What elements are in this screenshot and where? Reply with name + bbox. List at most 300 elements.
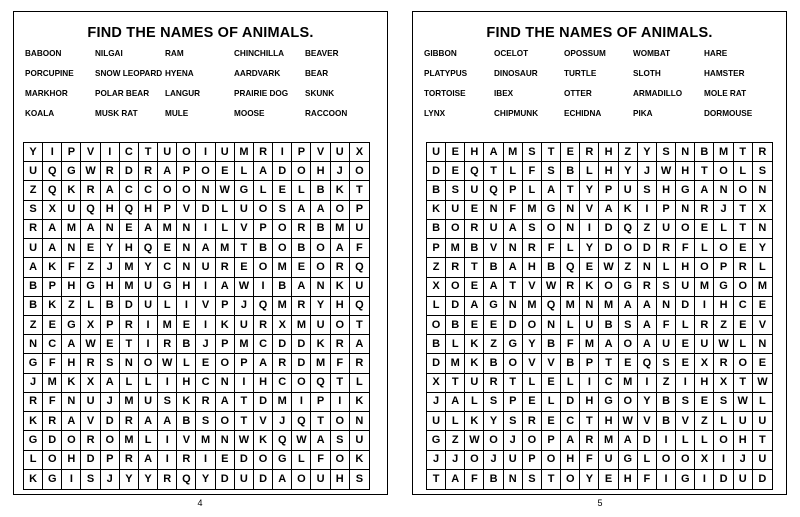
grid-cell: T (350, 316, 369, 335)
grid-cell: G (599, 393, 618, 412)
grid-cell: A (216, 393, 235, 412)
grid-cell: E (599, 470, 618, 489)
grid-cell: X (43, 201, 62, 220)
grid-cell: U (504, 451, 523, 470)
grid-cell: V (235, 220, 254, 239)
grid-cell: P (43, 278, 62, 297)
grid-cell: O (619, 239, 638, 258)
grid-cell: E (695, 220, 714, 239)
grid-cell: U (465, 374, 484, 393)
grid-cell: U (427, 412, 446, 431)
grid-cell: G (714, 278, 733, 297)
grid-cell: B (177, 412, 196, 431)
grid-cell: O (657, 451, 676, 470)
grid-cell: O (101, 431, 120, 450)
grid-cell: Q (542, 297, 561, 316)
grid-cell: R (120, 316, 139, 335)
grid-cell: M (561, 297, 580, 316)
grid-cell: B (177, 335, 196, 354)
grid-cell: O (311, 239, 330, 258)
grid-cell: H (120, 239, 139, 258)
grid-cell: V (580, 201, 599, 220)
grid-cell: R (465, 220, 484, 239)
grid-cell: P (714, 258, 733, 277)
grid-cell: B (695, 143, 714, 162)
grid-cell: D (638, 431, 657, 450)
word-list-item: AARDVARK (234, 69, 281, 78)
grid-cell: T (542, 470, 561, 489)
grid-cell: N (561, 220, 580, 239)
grid-cell: S (523, 470, 542, 489)
grid-cell: M (446, 354, 465, 373)
grid-cell: K (619, 201, 638, 220)
grid-cell: O (676, 220, 695, 239)
grid-cell: F (676, 239, 695, 258)
grid-cell: D (120, 162, 139, 181)
grid-cell: N (676, 143, 695, 162)
grid-cell: T (139, 143, 158, 162)
grid-cell: I (196, 143, 215, 162)
word-list-item: PIKA (633, 109, 653, 118)
grid-cell: O (561, 470, 580, 489)
grid-cell: R (81, 431, 100, 450)
grid-cell: I (638, 201, 657, 220)
grid-cell: T (734, 374, 753, 393)
grid-cell: J (734, 451, 753, 470)
grid-cell: Y (638, 143, 657, 162)
grid-cell: J (427, 451, 446, 470)
grid-cell: K (580, 278, 599, 297)
word-list-item: TURTLE (564, 69, 597, 78)
word-list-item: PORCUPINE (25, 69, 74, 78)
grid-cell: U (350, 220, 369, 239)
grid-cell: N (714, 181, 733, 200)
grid-cell: F (638, 470, 657, 489)
grid-cell: R (331, 335, 350, 354)
grid-cell: V (81, 143, 100, 162)
grid-cell: J (24, 374, 43, 393)
grid-cell: A (446, 470, 465, 489)
grid-cell: N (101, 220, 120, 239)
grid-cell: J (196, 335, 215, 354)
grid-cell: E (734, 239, 753, 258)
grid-cell: W (542, 278, 561, 297)
grid-cell: R (292, 220, 311, 239)
page-number: 5 (597, 498, 603, 508)
grid-cell: U (235, 201, 254, 220)
grid-cell: G (542, 201, 561, 220)
grid-cell: C (273, 374, 292, 393)
grid-cell: P (62, 143, 81, 162)
grid-cell: A (311, 201, 330, 220)
grid-cell: T (484, 162, 503, 181)
grid-cell: E (81, 239, 100, 258)
grid-cell: G (619, 451, 638, 470)
grid-cell: F (580, 451, 599, 470)
grid-cell: O (254, 201, 273, 220)
grid-cell: H (580, 393, 599, 412)
grid-cell: R (216, 258, 235, 277)
grid-cell: R (350, 354, 369, 373)
grid-cell: B (427, 220, 446, 239)
grid-cell: F (523, 162, 542, 181)
word-search-grid (23, 142, 370, 490)
grid-cell: U (235, 470, 254, 489)
grid-cell: T (599, 354, 618, 373)
grid-cell: D (676, 297, 695, 316)
grid-cell: H (561, 451, 580, 470)
grid-cell: P (580, 354, 599, 373)
grid-cell: L (561, 239, 580, 258)
grid-cell: G (81, 278, 100, 297)
grid-cell: K (62, 181, 81, 200)
grid-cell: X (81, 316, 100, 335)
grid-cell: O (484, 431, 503, 450)
grid-cell: H (62, 278, 81, 297)
grid-cell: R (101, 162, 120, 181)
grid-cell: E (273, 181, 292, 200)
grid-cell: O (139, 354, 158, 373)
grid-cell: G (619, 278, 638, 297)
grid-cell: E (542, 374, 561, 393)
grid-cell: Y (101, 239, 120, 258)
grid-cell: L (504, 162, 523, 181)
grid-cell: J (101, 470, 120, 489)
grid-cell: N (177, 220, 196, 239)
grid-cell: U (695, 335, 714, 354)
grid-cell: R (254, 143, 273, 162)
grid-cell: H (714, 297, 733, 316)
grid-cell: L (139, 374, 158, 393)
grid-cell: F (561, 335, 580, 354)
grid-cell: E (542, 412, 561, 431)
grid-cell: Z (695, 412, 714, 431)
page-number: 4 (197, 498, 203, 508)
grid-cell: S (638, 181, 657, 200)
grid-cell: I (695, 470, 714, 489)
grid-cell: S (196, 412, 215, 431)
grid-cell: H (254, 374, 273, 393)
grid-cell: O (158, 181, 177, 200)
grid-cell: H (695, 374, 714, 393)
grid-cell: A (695, 181, 714, 200)
word-list-item: SKUNK (305, 89, 335, 98)
word-list-item: DORMOUSE (704, 109, 753, 118)
grid-cell: L (177, 354, 196, 373)
grid-cell: M (753, 278, 772, 297)
grid-cell: R (158, 335, 177, 354)
grid-cell: E (446, 162, 465, 181)
grid-cell: M (273, 297, 292, 316)
grid-cell: P (254, 220, 273, 239)
grid-cell: X (273, 316, 292, 335)
grid-cell: H (599, 162, 618, 181)
grid-cell: D (504, 316, 523, 335)
grid-cell: N (542, 316, 561, 335)
grid-cell: B (311, 220, 330, 239)
grid-cell: R (734, 258, 753, 277)
grid-cell: K (43, 258, 62, 277)
grid-cell: W (81, 162, 100, 181)
word-list-item: GIBBON (424, 49, 457, 58)
grid-cell: H (676, 258, 695, 277)
grid-cell: Q (484, 181, 503, 200)
grid-cell: C (120, 143, 139, 162)
grid-cell: J (101, 393, 120, 412)
grid-cell: Q (465, 162, 484, 181)
grid-cell: I (139, 335, 158, 354)
grid-cell: A (504, 258, 523, 277)
grid-cell: T (235, 412, 254, 431)
grid-cell: W (292, 431, 311, 450)
grid-cell: L (465, 393, 484, 412)
grid-cell: C (120, 181, 139, 200)
grid-cell: G (158, 278, 177, 297)
word-list-item: MULE (165, 109, 189, 118)
grid-cell: C (561, 412, 580, 431)
grid-cell: L (216, 201, 235, 220)
grid-cell: O (504, 354, 523, 373)
grid-cell: T (695, 162, 714, 181)
grid-cell: A (331, 239, 350, 258)
grid-cell: P (101, 451, 120, 470)
grid-cell: N (561, 201, 580, 220)
grid-cell: B (561, 162, 580, 181)
grid-cell: U (657, 220, 676, 239)
grid-cell: O (734, 278, 753, 297)
grid-cell: C (43, 335, 62, 354)
word-list-item: WOMBAT (633, 49, 671, 58)
grid-cell: R (580, 143, 599, 162)
grid-cell: A (292, 278, 311, 297)
grid-cell: O (714, 431, 733, 450)
grid-cell: L (753, 258, 772, 277)
grid-cell: V (542, 354, 561, 373)
grid-cell: Q (177, 470, 196, 489)
page-title: FIND THE NAMES OF ANIMALS. (87, 25, 314, 41)
grid-cell: I (273, 143, 292, 162)
grid-cell: M (158, 220, 177, 239)
grid-cell: T (331, 374, 350, 393)
grid-cell: R (120, 412, 139, 431)
grid-cell: A (446, 393, 465, 412)
grid-cell: D (427, 354, 446, 373)
grid-cell: N (753, 335, 772, 354)
grid-cell: Y (753, 239, 772, 258)
grid-cell: C (734, 297, 753, 316)
word-list-item: DINOSAUR (494, 69, 538, 78)
grid-cell: B (24, 297, 43, 316)
grid-cell: H (599, 143, 618, 162)
grid-cell: H (101, 278, 120, 297)
grid-cell: E (484, 316, 503, 335)
grid-cell: E (465, 201, 484, 220)
grid-cell: Y (580, 470, 599, 489)
grid-cell: I (196, 278, 215, 297)
grid-cell: H (734, 431, 753, 450)
grid-cell: T (465, 258, 484, 277)
grid-cell: Z (24, 181, 43, 200)
grid-cell: A (254, 354, 273, 373)
grid-cell: U (216, 143, 235, 162)
word-list-item: RACCOON (305, 109, 348, 118)
grid-cell: A (599, 201, 618, 220)
grid-cell: M (120, 278, 139, 297)
grid-cell: S (523, 143, 542, 162)
grid-cell: T (734, 201, 753, 220)
grid-cell: V (81, 412, 100, 431)
grid-cell: X (350, 143, 369, 162)
grid-cell: G (62, 162, 81, 181)
grid-cell: R (484, 374, 503, 393)
word-list-item: SNOW LEOPARD (95, 69, 163, 78)
grid-cell: N (504, 297, 523, 316)
grid-cell: D (599, 239, 618, 258)
word-list-item: LANGUR (165, 89, 201, 98)
grid-cell: E (292, 258, 311, 277)
grid-cell: N (62, 239, 81, 258)
grid-cell: U (734, 412, 753, 431)
grid-cell: B (657, 393, 676, 412)
grid-cell: B (465, 239, 484, 258)
grid-cell: R (292, 297, 311, 316)
grid-cell: C (158, 258, 177, 277)
grid-cell: U (158, 143, 177, 162)
grid-cell: Q (273, 431, 292, 450)
word-list-item: OTTER (564, 89, 592, 98)
grid-cell: Q (139, 239, 158, 258)
grid-cell: Y (580, 181, 599, 200)
grid-cell: S (81, 470, 100, 489)
word-list-item: OCELOT (494, 49, 529, 58)
grid-cell: U (139, 297, 158, 316)
grid-cell: X (753, 201, 772, 220)
grid-cell: J (235, 297, 254, 316)
grid-cell: H (177, 278, 196, 297)
grid-cell: R (24, 220, 43, 239)
grid-cell: T (561, 181, 580, 200)
grid-cell: K (24, 470, 43, 489)
grid-cell: A (561, 431, 580, 450)
grid-cell: Q (43, 181, 62, 200)
grid-cell: U (427, 143, 446, 162)
grid-cell: U (311, 470, 330, 489)
grid-cell: L (292, 451, 311, 470)
grid-cell: D (216, 470, 235, 489)
grid-cell: M (273, 393, 292, 412)
grid-cell: D (758, 472, 767, 485)
grid-cell: P (177, 162, 196, 181)
grid-cell: R (638, 278, 657, 297)
grid-cell: U (484, 220, 503, 239)
grid-cell: S (446, 181, 465, 200)
grid-cell: O (599, 278, 618, 297)
grid-cell: K (350, 393, 369, 412)
grid-cell: L (695, 431, 714, 450)
grid-cell: H (139, 201, 158, 220)
grid-cell: O (542, 451, 561, 470)
grid-cell: C (139, 181, 158, 200)
word-list-item: BABOON (25, 49, 62, 58)
grid-cell: N (216, 374, 235, 393)
grid-cell: S (619, 316, 638, 335)
grid-cell: E (158, 239, 177, 258)
grid-cell: S (657, 354, 676, 373)
grid-cell: E (753, 354, 772, 373)
grid-cell: R (254, 316, 273, 335)
worksheet-page-left (13, 11, 388, 495)
grid-cell: E (465, 278, 484, 297)
grid-cell: O (177, 181, 196, 200)
grid-cell: U (62, 201, 81, 220)
grid-cell: N (638, 258, 657, 277)
grid-cell: S (753, 162, 772, 181)
grid-cell: R (177, 451, 196, 470)
grid-cell: A (350, 335, 369, 354)
grid-cell: E (235, 258, 254, 277)
grid-cell: X (695, 354, 714, 373)
grid-cell: D (254, 470, 273, 489)
grid-cell: D (561, 393, 580, 412)
grid-cell: L (542, 393, 561, 412)
grid-cell: M (619, 374, 638, 393)
grid-cell: M (714, 143, 733, 162)
word-list-item: SLOTH (633, 69, 661, 78)
grid-cell: I (158, 451, 177, 470)
grid-cell: R (695, 201, 714, 220)
grid-cell: R (657, 239, 676, 258)
grid-cell: H (62, 354, 81, 373)
grid-cell: O (446, 278, 465, 297)
grid-cell: B (311, 181, 330, 200)
grid-cell: N (753, 181, 772, 200)
word-list-item: NILGAI (95, 49, 123, 58)
grid-cell: Q (619, 220, 638, 239)
grid-cell: N (62, 393, 81, 412)
grid-cell: N (484, 201, 503, 220)
grid-cell: J (446, 451, 465, 470)
grid-cell: S (331, 431, 350, 450)
grid-cell: S (676, 393, 695, 412)
grid-cell: U (446, 201, 465, 220)
grid-cell: O (43, 451, 62, 470)
grid-cell: I (139, 316, 158, 335)
grid-cell: W (599, 258, 618, 277)
grid-cell: M (695, 278, 714, 297)
grid-cell: M (523, 297, 542, 316)
grid-cell: A (599, 335, 618, 354)
word-list-item: KOALA (25, 109, 55, 118)
grid-cell: A (292, 201, 311, 220)
word-list (424, 48, 779, 119)
grid-cell: P (599, 181, 618, 200)
grid-cell: B (542, 258, 561, 277)
grid-cell: I (292, 393, 311, 412)
grid-cell: H (62, 451, 81, 470)
grid-cell: Z (657, 374, 676, 393)
grid-cell: H (177, 374, 196, 393)
grid-cell: J (101, 258, 120, 277)
grid-cell: U (139, 393, 158, 412)
grid-cell: F (542, 239, 561, 258)
grid-cell: T (734, 220, 753, 239)
grid-cell: C (196, 374, 215, 393)
grid-cell: T (542, 143, 561, 162)
grid-cell: I (62, 470, 81, 489)
grid-cell: R (446, 258, 465, 277)
grid-cell: H (101, 201, 120, 220)
grid-cell: L (350, 374, 369, 393)
